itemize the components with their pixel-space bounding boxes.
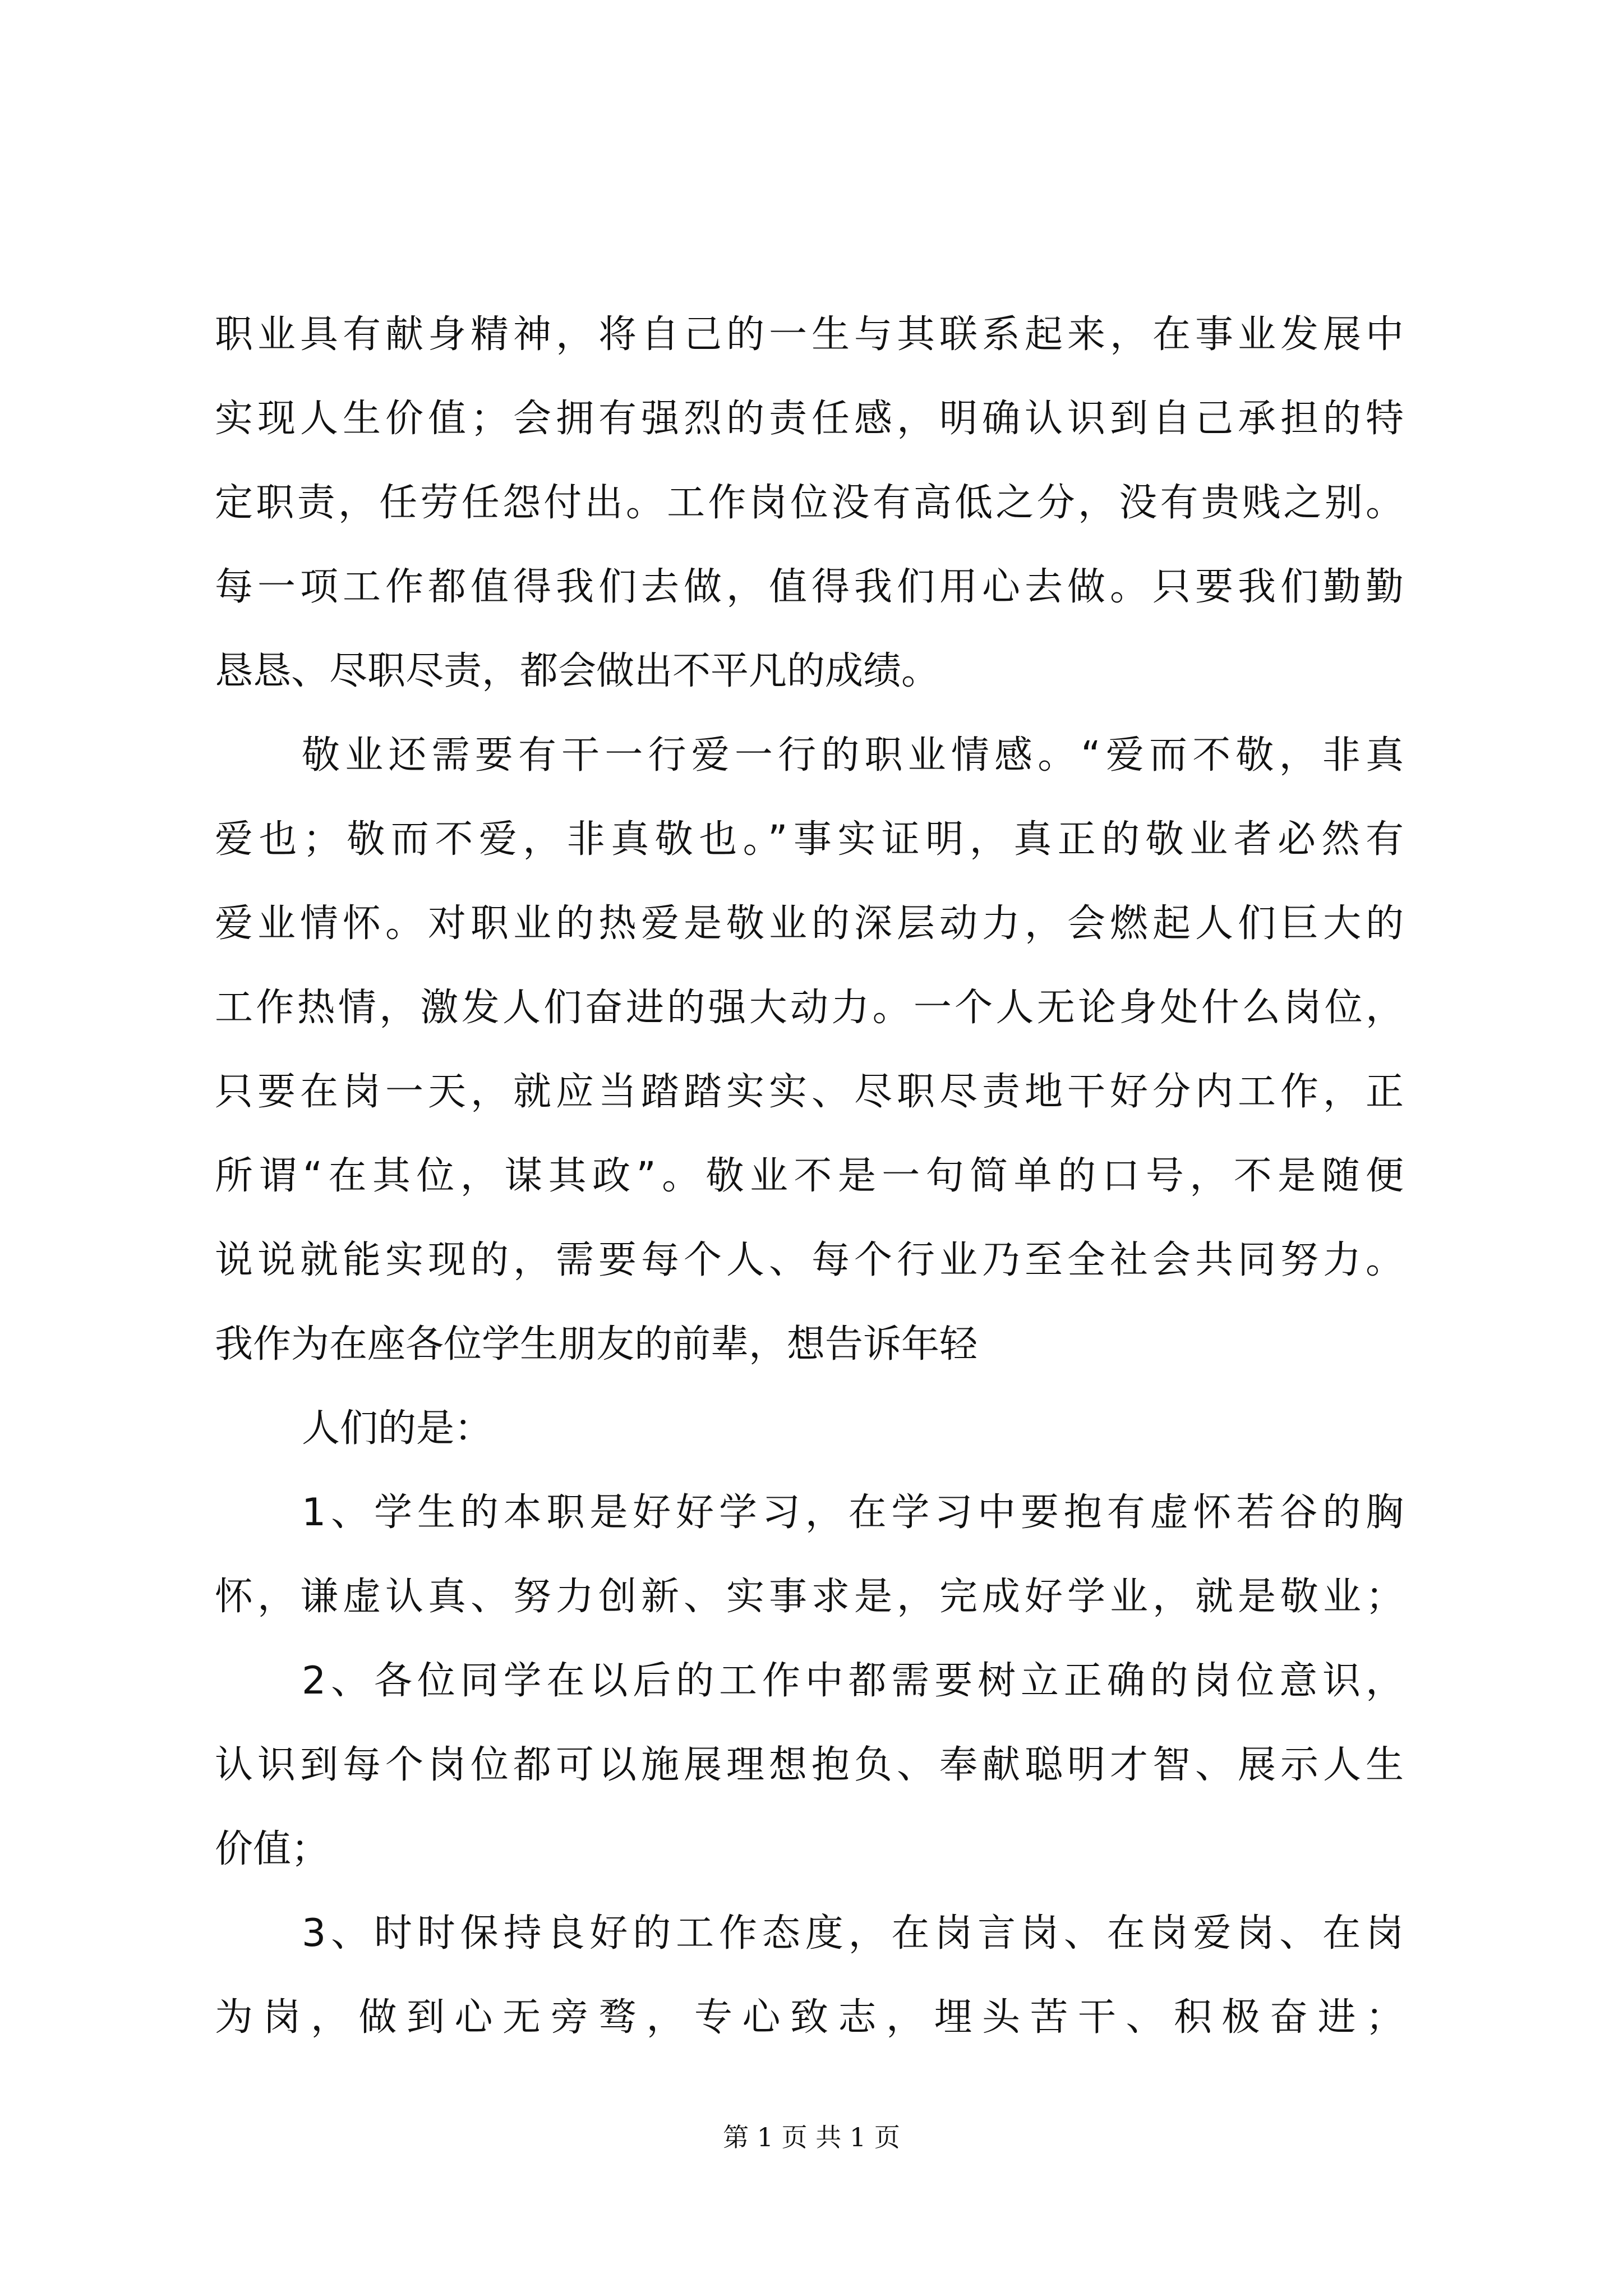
- body-line-14: 人们的是：: [302, 1406, 493, 1451]
- list-item-3-line-1: 3、时时保持良好的工作态度，在岗言岗、在岗爱岗、在岗: [302, 1911, 1404, 1955]
- body-line-9: 工作热情，激发人们奋进的强大动力。一个人无论身处什么岗位，: [215, 986, 1404, 1030]
- body-line-10: 只要在岗一天，就应当踏踏实实、尽职尽责地干好分内工作，正: [215, 1070, 1404, 1114]
- body-line-12: 说说就能实现的，需要每个人、每个行业乃至全社会共同努力。: [215, 1238, 1404, 1282]
- body-line-8: 爱业情怀。对职业的热爱是敬业的深层动力，会燃起人们巨大的: [215, 901, 1404, 946]
- body-line-3: 定职责，任劳任怨付出。工作岗位没有高低之分，没有贵贱之别。: [215, 481, 1404, 525]
- body-line-11: 所谓“在其位，谋其政”。敬业不是一句简单的口号，不是随便: [215, 1154, 1404, 1198]
- body-line-6: 敬业还需要有干一行爱一行的职业情感。“爱而不敬，非真: [302, 733, 1404, 777]
- list-item-3-line-2: 为岗，做到心无旁骛，专心致志，埋头苦干、积极奋进；: [215, 1995, 1404, 2040]
- body-line-13: 我作为在座各位学生朋友的前辈，想告诉年轻: [215, 1322, 978, 1366]
- page-footer: 第 1 页 共 1 页: [723, 2122, 900, 2152]
- body-line-4: 每一项工作都值得我们去做，值得我们用心去做。只要我们勤勤: [215, 565, 1404, 609]
- body-line-2: 实现人生价值；会拥有强烈的责任感，明确认识到自己承担的特: [215, 397, 1404, 441]
- list-item-2-line-2: 认识到每个岗位都可以施展理想抱负、奉献聪明才智、展示人生: [215, 1743, 1404, 1787]
- list-item-1-line-2: 怀，谦虚认真、努力创新、实事求是，完成好学业，就是敬业；: [215, 1575, 1404, 1619]
- body-line-5: 恳恳、尽职尽责，都会做出不平凡的成绩。: [215, 649, 940, 693]
- list-item-2-line-1: 2、各位同学在以后的工作中都需要树立正确的岗位意识，: [302, 1659, 1404, 1703]
- list-item-1-line-1: 1、学生的本职是好好学习，在学习中要抱有虚怀若谷的胸: [302, 1490, 1404, 1535]
- body-line-7: 爱也；敬而不爱，非真敬也。”事实证明，真正的敬业者必然有: [215, 817, 1404, 862]
- list-item-2-line-3: 价值；: [215, 1827, 330, 1871]
- body-line-1: 职业具有献身精神，将自己的一生与其联系起来，在事业发展中: [215, 312, 1404, 357]
